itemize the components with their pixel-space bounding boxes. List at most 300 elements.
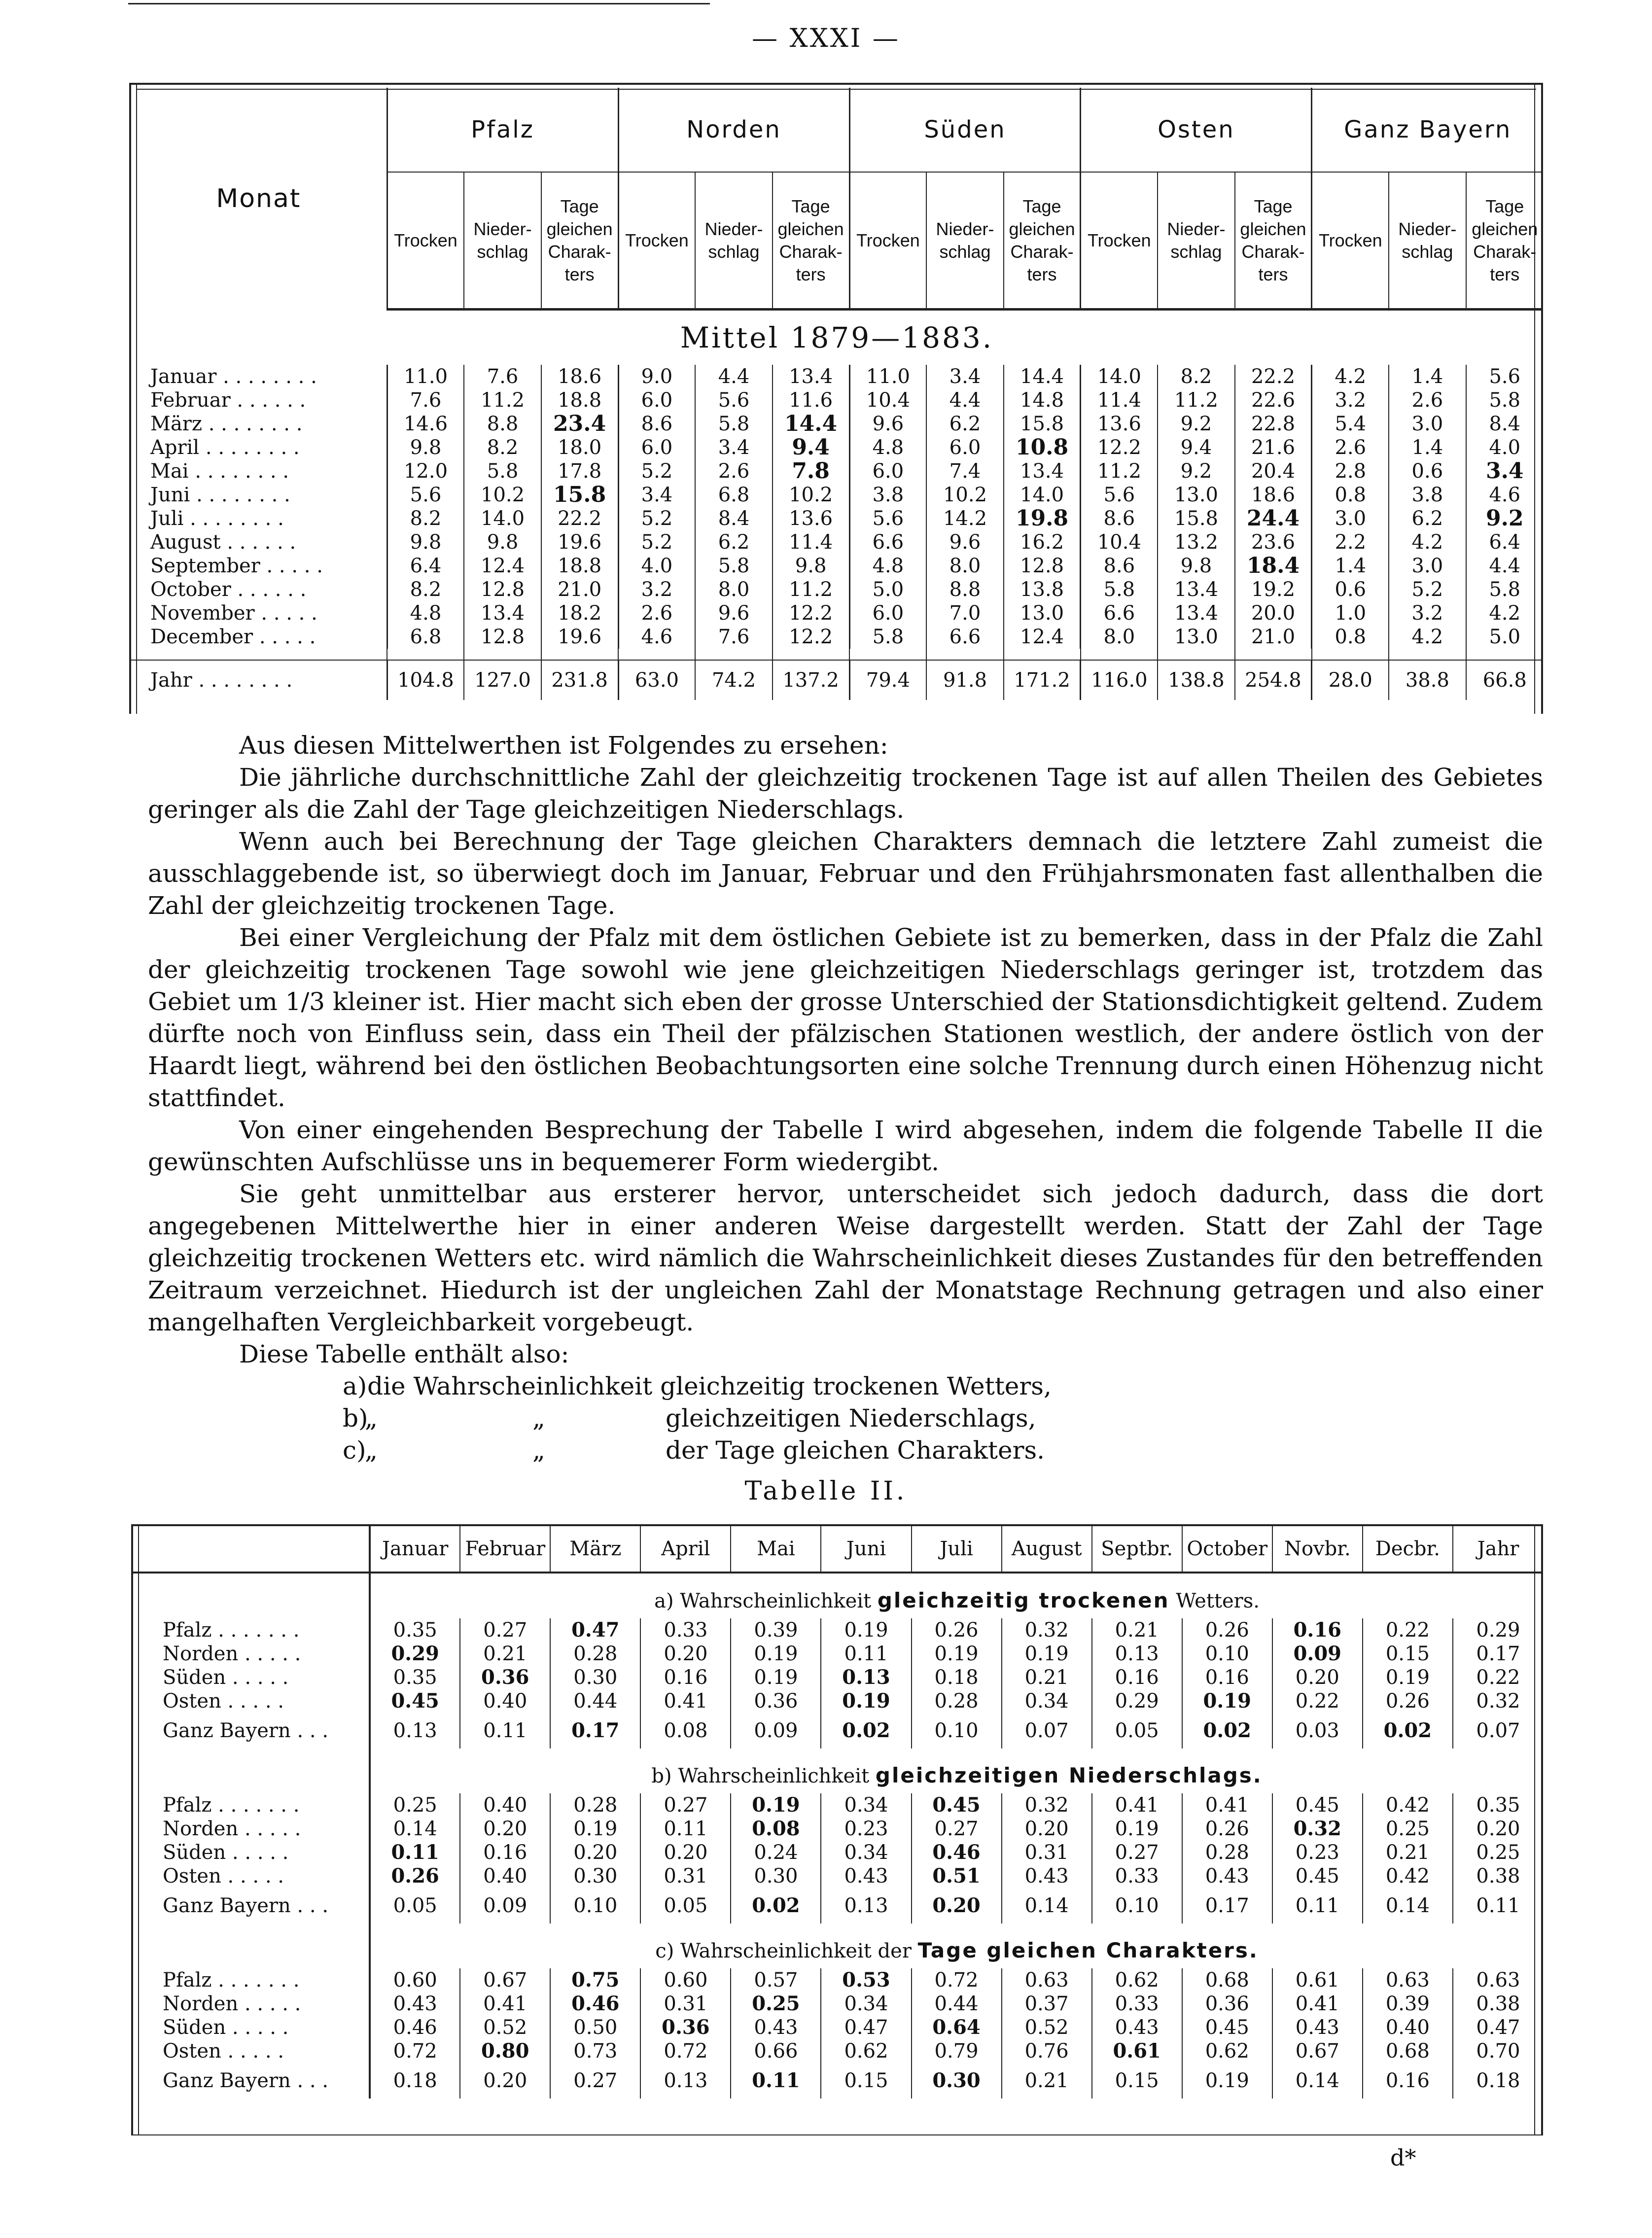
paragraph-5: Von einer eingehenden Besprechung der Tabelle I wird abgesehen, indem die folgende Tabelle II die gewünschten Aufschlüsse uns in bequemerer Form wiedergibt. (148, 1116, 1543, 1176)
column-subheader: Trocken (1081, 172, 1158, 310)
table-row (131, 507, 1543, 530)
data-cell: 8.2 (464, 436, 541, 459)
data-cell: 9.2 (1158, 459, 1234, 483)
data-cell: 1.0 (1312, 601, 1389, 625)
probability-cell: 0.16 (1272, 1618, 1363, 1642)
column-subheader: Tage gleichen Charak- ters (773, 172, 849, 310)
month-label: Januar . . . . . . . . (150, 365, 317, 388)
month-label: August . . . . . . (150, 531, 296, 554)
probability-cell: 0.26 (1182, 1817, 1272, 1841)
data-cell: 13.0 (1158, 483, 1234, 507)
probability-cell: 0.35 (1453, 1793, 1543, 1817)
probability-cell: 0.20 (640, 1642, 731, 1666)
data-cell: 2.6 (1389, 388, 1466, 412)
contents-list (148, 1370, 1543, 1467)
column-header: Mai (731, 1525, 821, 1573)
probability-cell: 0.18 (1453, 2063, 1543, 2098)
data-cell: 6.8 (695, 483, 772, 507)
probability-cell: 0.60 (370, 1968, 460, 1992)
list-item (148, 1370, 1543, 1402)
data-cell: 21.0 (1235, 625, 1312, 649)
data-cell: 18.8 (541, 554, 618, 578)
data-cell: 9.6 (849, 412, 926, 436)
data-cell: 7.6 (387, 388, 464, 412)
probability-cell: 0.20 (640, 1841, 731, 1864)
data-cell: 7.4 (926, 459, 1003, 483)
probability-cell: 0.14 (1272, 2063, 1363, 2098)
probability-cell: 0.19 (731, 1666, 821, 1689)
data-cell: 5.8 (1466, 578, 1543, 601)
region-label: Pfalz . . . . . . . (163, 1794, 300, 1817)
data-cell: 6.8 (387, 625, 464, 649)
table1-region-header-row (131, 88, 1543, 172)
data-cell: 5.6 (1081, 483, 1158, 507)
section-title-blank (133, 1748, 370, 1793)
probability-cell: 0.05 (370, 1888, 460, 1923)
data-cell: 1.4 (1389, 365, 1466, 388)
probability-cell: 0.36 (460, 1666, 550, 1689)
section-title-blank (133, 1573, 370, 1618)
probability-cell: 0.28 (550, 1793, 640, 1817)
probability-cell: 0.34 (821, 1841, 911, 1864)
probability-cell: 0.57 (731, 1968, 821, 1992)
data-cell: 2.2 (1312, 530, 1389, 554)
region-header: Süden (849, 88, 1081, 172)
data-cell: 8.0 (695, 578, 772, 601)
probability-cell: 0.26 (1363, 1689, 1453, 1713)
year-total-cell: 116.0 (1081, 660, 1158, 700)
data-cell: 11.0 (849, 365, 926, 388)
data-cell: 8.4 (1466, 412, 1543, 436)
section-title-row (133, 1748, 1543, 1793)
probability-cell: 0.43 (1272, 2016, 1363, 2039)
year-total-cell: 91.8 (926, 660, 1003, 700)
probability-cell: 0.30 (731, 1864, 821, 1888)
data-cell: 11.2 (773, 578, 849, 601)
data-cell: 4.0 (618, 554, 695, 578)
probability-cell: 0.33 (640, 1618, 731, 1642)
probability-cell: 0.22 (1272, 1689, 1363, 1713)
table-row (133, 1793, 1543, 1817)
probability-cell: 0.45 (1182, 2016, 1272, 2039)
data-cell: 4.6 (1466, 483, 1543, 507)
table-row (133, 1864, 1543, 1888)
year-total-cell: 138.8 (1158, 660, 1234, 700)
month-label: December . . . . . (150, 626, 316, 648)
data-cell: 3.0 (1389, 412, 1466, 436)
data-cell: 0.8 (1312, 625, 1389, 649)
data-cell: 4.0 (1466, 436, 1543, 459)
probability-cell: 0.28 (550, 1642, 640, 1666)
data-cell: 5.8 (695, 554, 772, 578)
data-cell: 4.4 (695, 365, 772, 388)
table-row (131, 578, 1543, 601)
probability-cell: 0.02 (731, 1888, 821, 1923)
table-row (133, 1642, 1543, 1666)
data-cell: 12.8 (464, 625, 541, 649)
region-label: Norden . . . . . (163, 1993, 301, 2015)
list-text: gleichzeitigen Niederschlags, (666, 1404, 1036, 1433)
data-cell: 8.8 (464, 412, 541, 436)
data-cell: 22.2 (1235, 365, 1312, 388)
data-cell: 13.4 (1004, 459, 1081, 483)
spacer-cell (131, 649, 387, 660)
table2-header-row (133, 1525, 1543, 1573)
section-title-prefix: c) Wahrscheinlichkeit der (655, 1939, 912, 1962)
column-subheader: Trocken (849, 172, 926, 310)
table1-caption: Mittel 1879—1883. (680, 321, 994, 354)
probability-cell: 0.19 (731, 1642, 821, 1666)
probability-cell: 0.45 (370, 1689, 460, 1713)
data-cell: 1.4 (1312, 554, 1389, 578)
data-cell: 14.0 (464, 507, 541, 530)
probability-cell: 0.43 (1092, 2016, 1182, 2039)
section-title-suffix: Wetters. (1176, 1589, 1260, 1612)
probability-cell: 0.02 (1182, 1713, 1272, 1748)
section-title-blank (133, 1923, 370, 1968)
probability-cell: 0.20 (460, 1817, 550, 1841)
data-cell: 12.4 (464, 554, 541, 578)
year-total-cell: 231.8 (541, 660, 618, 700)
data-cell: 12.2 (773, 601, 849, 625)
data-cell: 4.4 (1466, 554, 1543, 578)
probability-cell: 0.10 (550, 1888, 640, 1923)
table2-frame-bottom (131, 2134, 1543, 2135)
probability-cell: 0.21 (1363, 1841, 1453, 1864)
list-text: die Wahrscheinlichkeit gleichzeitig trockenen Wetters, (367, 1372, 1052, 1400)
data-cell: 10.2 (926, 483, 1003, 507)
probability-cell: 0.63 (1453, 1968, 1543, 1992)
data-cell: 5.0 (849, 578, 926, 601)
probability-cell: 0.45 (1272, 1864, 1363, 1888)
data-cell: 12.4 (1004, 625, 1081, 649)
data-cell: 14.4 (773, 412, 849, 436)
data-cell: 4.8 (849, 554, 926, 578)
data-cell: 3.8 (849, 483, 926, 507)
probability-cell: 0.62 (821, 2039, 911, 2063)
region-label: Süden . . . . . (163, 1666, 289, 1689)
year-total-cell: 66.8 (1466, 660, 1543, 700)
data-cell: 0.8 (1312, 483, 1389, 507)
region-label: Ganz Bayern . . . (163, 1894, 329, 1917)
spacer-cell (1389, 649, 1466, 660)
data-cell: 3.4 (695, 436, 772, 459)
probability-cell: 0.33 (1092, 1992, 1182, 2016)
column-subheader: Trocken (387, 172, 464, 310)
probability-cell: 0.13 (821, 1888, 911, 1923)
region-label: Osten . . . . . (163, 1865, 284, 1888)
region-label: Ganz Bayern . . . (163, 2069, 329, 2092)
probability-cell: 0.35 (370, 1666, 460, 1689)
data-cell: 8.6 (618, 412, 695, 436)
data-cell: 10.4 (849, 388, 926, 412)
data-cell: 18.6 (541, 365, 618, 388)
data-cell: 8.8 (926, 578, 1003, 601)
probability-cell: 0.27 (1092, 1841, 1182, 1864)
probability-cell: 0.75 (550, 1968, 640, 1992)
data-cell: 3.0 (1312, 507, 1389, 530)
probability-cell: 0.41 (1092, 1793, 1182, 1817)
region-label: Osten . . . . . (163, 1690, 284, 1713)
probability-cell: 0.10 (1092, 1888, 1182, 1923)
probability-cell: 0.13 (1092, 1642, 1182, 1666)
probability-cell: 0.15 (1363, 1642, 1453, 1666)
column-header: Septbr. (1092, 1525, 1182, 1573)
probability-cell: 0.30 (550, 1666, 640, 1689)
probability-cell: 0.22 (1453, 1666, 1543, 1689)
probability-cell: 0.19 (1092, 1817, 1182, 1841)
data-cell: 7.6 (695, 625, 772, 649)
probability-cell: 0.41 (640, 1689, 731, 1713)
probability-cell: 0.08 (731, 1817, 821, 1841)
data-cell: 5.8 (464, 459, 541, 483)
data-cell: 17.8 (541, 459, 618, 483)
column-header: Juni (821, 1525, 911, 1573)
top-rule (128, 3, 710, 4)
region-header: Osten (1081, 88, 1312, 172)
data-cell: 5.2 (618, 459, 695, 483)
data-cell: 12.0 (387, 459, 464, 483)
data-cell: 15.8 (1004, 412, 1081, 436)
data-cell: 8.4 (695, 507, 772, 530)
paragraph-1: Aus diesen Mittelwerthen ist Folgendes zu ersehen: (239, 731, 888, 760)
year-total-cell: 63.0 (618, 660, 695, 700)
data-cell: 1.4 (1389, 436, 1466, 459)
probability-cell: 0.80 (460, 2039, 550, 2063)
probability-cell: 0.50 (550, 2016, 640, 2039)
data-cell: 9.8 (773, 554, 849, 578)
table2-title: Tabelle II. (744, 1476, 908, 1506)
probability-cell: 0.68 (1363, 2039, 1453, 2063)
data-cell: 24.4 (1235, 507, 1312, 530)
data-cell: 20.4 (1235, 459, 1312, 483)
probability-cell: 0.30 (550, 1864, 640, 1888)
spacer-cell (618, 649, 695, 660)
data-cell: 10.8 (1004, 436, 1081, 459)
data-cell: 6.2 (695, 530, 772, 554)
body-text (148, 730, 1543, 1467)
data-cell: 16.2 (1004, 530, 1081, 554)
probability-cell: 0.11 (1453, 1888, 1543, 1923)
probability-cell: 0.42 (1363, 1864, 1453, 1888)
probability-cell: 0.21 (1002, 1666, 1092, 1689)
probability-cell: 0.42 (1363, 1793, 1453, 1817)
column-subheader: Tage gleichen Charak- ters (1004, 172, 1081, 310)
spacer-cell (1466, 649, 1543, 660)
table-row (133, 1888, 1543, 1923)
spacer-cell (464, 649, 541, 660)
data-cell: 4.2 (1466, 601, 1543, 625)
region-header: Norden (618, 88, 849, 172)
column-subheader: Nieder- schlag (1389, 172, 1466, 310)
data-cell: 13.6 (1081, 412, 1158, 436)
probability-cell: 0.41 (1182, 1793, 1272, 1817)
data-cell: 5.6 (387, 483, 464, 507)
list-key: b) (343, 1404, 368, 1433)
data-cell: 6.6 (1081, 601, 1158, 625)
data-cell: 6.0 (618, 436, 695, 459)
data-cell: 11.6 (773, 388, 849, 412)
spacer-cell (1081, 649, 1158, 660)
table-row (133, 2039, 1543, 2063)
data-cell: 3.4 (1466, 459, 1543, 483)
ditto-mark: „ (365, 1404, 378, 1433)
data-cell: 23.4 (541, 412, 618, 436)
probability-cell: 0.53 (821, 1968, 911, 1992)
data-cell: 11.4 (1081, 388, 1158, 412)
probability-cell: 0.36 (731, 1689, 821, 1713)
column-subheader: Nieder- schlag (695, 172, 772, 310)
column-header: Juli (912, 1525, 1002, 1573)
probability-cell: 0.46 (550, 1992, 640, 2016)
data-cell: 14.4 (1004, 365, 1081, 388)
probability-cell: 0.40 (1363, 2016, 1453, 2039)
data-cell: 14.6 (387, 412, 464, 436)
probability-cell: 0.24 (731, 1841, 821, 1864)
probability-cell: 0.05 (1092, 1713, 1182, 1748)
probability-cell: 0.32 (1002, 1793, 1092, 1817)
probability-cell: 0.67 (460, 1968, 550, 1992)
data-cell: 3.8 (1389, 483, 1466, 507)
probability-cell: 0.70 (1453, 2039, 1543, 2063)
probability-cell: 0.28 (912, 1689, 1002, 1713)
probability-cell: 0.13 (370, 1713, 460, 1748)
data-cell: 14.2 (926, 507, 1003, 530)
table-row (133, 2063, 1543, 2098)
probability-cell: 0.13 (821, 1666, 911, 1689)
data-cell: 8.2 (1158, 365, 1234, 388)
probability-cell: 0.43 (821, 1864, 911, 1888)
probability-cell: 0.26 (1182, 1618, 1272, 1642)
probability-cell: 0.34 (821, 1793, 911, 1817)
column-header: Februar (460, 1525, 550, 1573)
data-cell: 3.2 (1389, 601, 1466, 625)
data-cell: 18.2 (541, 601, 618, 625)
probability-cell: 0.79 (912, 2039, 1002, 2063)
year-total-cell: 127.0 (464, 660, 541, 700)
table1-frame-top (129, 83, 1543, 85)
probability-cell: 0.62 (1182, 2039, 1272, 2063)
data-cell: 13.0 (1004, 601, 1081, 625)
probability-cell: 0.19 (821, 1689, 911, 1713)
data-cell: 6.0 (618, 388, 695, 412)
data-cell: 5.2 (1389, 578, 1466, 601)
data-cell: 13.6 (773, 507, 849, 530)
data-cell: 13.4 (773, 365, 849, 388)
list-item (148, 1402, 1543, 1434)
data-cell: 9.2 (1466, 507, 1543, 530)
data-cell: 14.0 (1081, 365, 1158, 388)
data-cell: 5.8 (695, 412, 772, 436)
probability-cell: 0.11 (731, 2063, 821, 2098)
column-subheader: Trocken (1312, 172, 1389, 310)
probability-cell: 0.03 (1272, 1713, 1363, 1748)
data-cell: 11.0 (387, 365, 464, 388)
table-row (133, 1713, 1543, 1748)
probability-cell: 0.51 (912, 1864, 1002, 1888)
spacer-cell (1312, 649, 1389, 660)
data-cell: 14.8 (1004, 388, 1081, 412)
probability-cell: 0.20 (1272, 1666, 1363, 1689)
data-cell: 6.0 (926, 436, 1003, 459)
probability-cell: 0.43 (370, 1992, 460, 2016)
data-cell: 2.6 (695, 459, 772, 483)
page-number: — XXXI — (752, 24, 900, 53)
spacer-cell (1158, 649, 1234, 660)
data-cell: 9.8 (1158, 554, 1234, 578)
region-label: Pfalz . . . . . . . (163, 1969, 300, 1992)
section-title-emphasis: gleichzeitig trockenen (877, 1588, 1170, 1612)
section-title-emphasis: gleichzeitigen Niederschlags. (875, 1763, 1263, 1787)
data-cell: 5.4 (1312, 412, 1389, 436)
region-label: Ganz Bayern . . . (163, 1719, 329, 1742)
data-cell: 7.8 (773, 459, 849, 483)
list-text: der Tage gleichen Charakters. (666, 1436, 1045, 1465)
probability-cell: 0.61 (1092, 2039, 1182, 2063)
probability-cell: 0.35 (370, 1618, 460, 1642)
data-cell: 11.2 (464, 388, 541, 412)
probability-cell: 0.15 (1092, 2063, 1182, 2098)
probability-cell: 0.21 (1092, 1618, 1182, 1642)
probability-cell: 0.23 (1272, 1841, 1363, 1864)
probability-cell: 0.14 (1002, 1888, 1092, 1923)
column-header: April (640, 1525, 731, 1573)
data-cell: 13.2 (1158, 530, 1234, 554)
ditto-mark: „ (365, 1436, 378, 1465)
probability-cell: 0.17 (1182, 1888, 1272, 1923)
data-cell: 14.0 (1004, 483, 1081, 507)
data-cell: 22.6 (1235, 388, 1312, 412)
probability-cell: 0.07 (1002, 1713, 1092, 1748)
data-cell: 9.6 (695, 601, 772, 625)
probability-cell: 0.21 (1002, 2063, 1092, 2098)
column-subheader: Tage gleichen Charak- ters (1235, 172, 1312, 310)
data-cell: 9.0 (618, 365, 695, 388)
data-cell: 5.6 (849, 507, 926, 530)
probability-cell: 0.08 (640, 1713, 731, 1748)
month-label: Juni . . . . . . . . (150, 484, 290, 506)
table-row (131, 530, 1543, 554)
probability-cell: 0.25 (370, 1793, 460, 1817)
data-cell: 10.4 (1081, 530, 1158, 554)
data-cell: 9.6 (926, 530, 1003, 554)
data-cell: 11.2 (1081, 459, 1158, 483)
probability-cell: 0.25 (1363, 1817, 1453, 1841)
column-subheader: Tage gleichen Charak- ters (1466, 172, 1543, 310)
column-header: Jahr (1453, 1525, 1543, 1573)
data-cell: 15.8 (1158, 507, 1234, 530)
table-row (131, 436, 1543, 459)
table-row (131, 483, 1543, 507)
probability-cell: 0.32 (1002, 1618, 1092, 1642)
data-cell: 10.2 (464, 483, 541, 507)
region-label: Süden . . . . . (163, 2016, 289, 2039)
probability-cell: 0.09 (1272, 1642, 1363, 1666)
probability-cell: 0.52 (460, 2016, 550, 2039)
probability-cell: 0.26 (370, 1864, 460, 1888)
probability-cell: 0.40 (460, 1793, 550, 1817)
spacer-cell (926, 649, 1003, 660)
data-cell: 8.2 (387, 578, 464, 601)
year-total-cell: 79.4 (849, 660, 926, 700)
year-total-cell: 104.8 (387, 660, 464, 700)
data-cell: 5.8 (849, 625, 926, 649)
probability-cell: 0.11 (370, 1841, 460, 1864)
probability-cell: 0.27 (912, 1817, 1002, 1841)
data-cell: 4.6 (618, 625, 695, 649)
spacer-cell (387, 649, 464, 660)
data-cell: 18.6 (1235, 483, 1312, 507)
